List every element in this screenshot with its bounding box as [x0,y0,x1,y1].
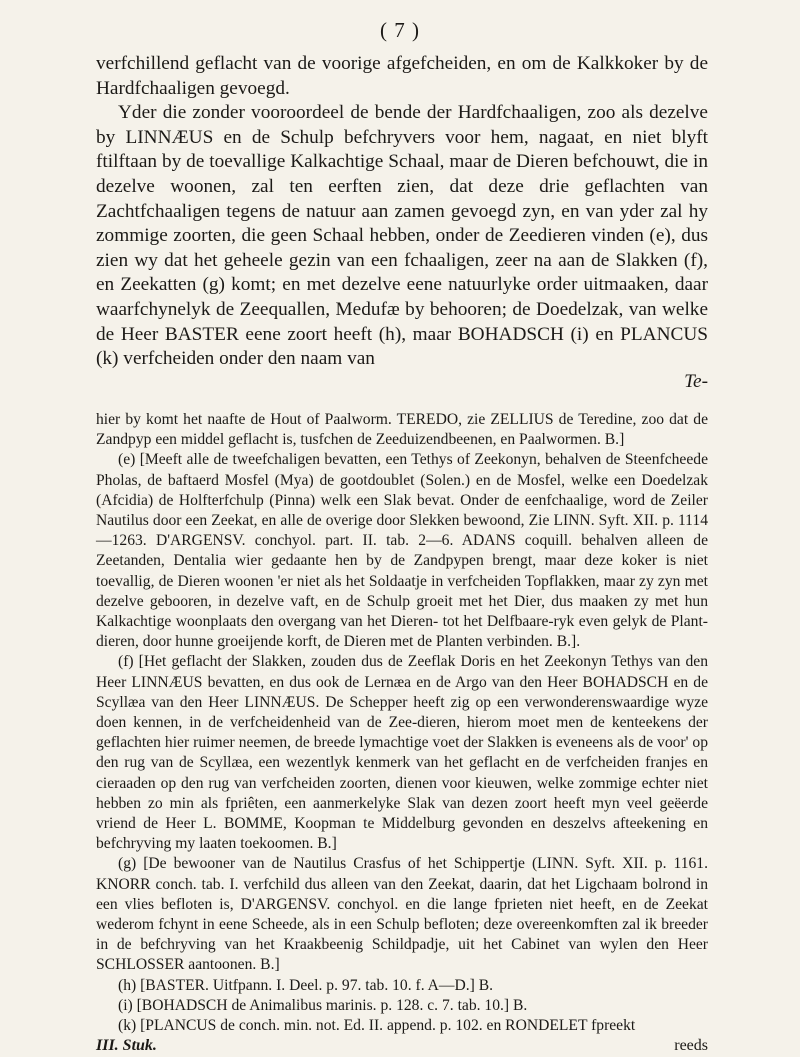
footer-catchword: reeds [674,1037,708,1055]
footnote-h: (h) [BASTER. Uitfpann. I. Deel. p. 97. tab. 10. f. A—D.] B. [118,976,494,994]
footnote-g: (g) [De bewooner van de Nautilus Crasfus of het Schippertje (LINN. Syft. XII. p. 1161. KNORR conch. tab. I. verfchild dus alleen van den Zeekat, daarin, dat het Ligchaam bolrond in een vlies befloten is, D'ARGENSV. conchyol. en die lange fprieten niet heeft, en de Zeekat wederom fchynt in eene Scheede, als in een Schulp befloten; deze overeenkomften zal ik breeder in de befchryving van het Kraakbeenig Schildpadje, uit het Cabinet van wylen den Heer SCHLOSSER aantoonen. B.] [96,855,708,974]
page-footer [96,1036,708,1056]
footnote-f: (f) [Het geflacht der Slakken, zouden dus de Zeeflak Doris en het Zeekonyn Tethys van den Heer LINNÆUS bevatten, en dus ook de Lernæa en de Argo van den Heer BOHADSCH en de Scyllæa van den Heer LINNÆUS. De Schepper heeft zig op een verwonderenswaardige wyze doen kennen, in de verfcheidenheid van de Zee-dieren, hierom moet men de kenteekens der geflachten hier ruimer neemen, de breede lymachtige voet der Slakken is eveneens als de voor' op den rug van de Scyllæa, een wezentlyk kenmerk van het geflacht en de verfcheiden franjes en cieraaden op den rug van verfcheiden zoorten, dienen voor kieuwen, welke zommige echter niet hebben zo min als fpriêten, een aanmerkelyke Slak van dezen zoort heeft myn veel geëerde vriend de Heer L. BOMME, Koopman te Middelburg gevonden en deszelvs afteekening en befchryving my laaten toekoomen. B.] [96,653,708,853]
footnotes [96,410,708,1057]
footnote-continuation: hier by komt het naafte de Hout of Paalworm. TEREDO, zie ZELLIUS de Teredine, zoo dat de Zandpyp een middel geflacht is, tusfchen de Zeeduizendbeenen, en Paalwormen. B.] [96,411,708,449]
main-text [96,52,708,394]
main-paragraph-1: verfchillend geflacht van de voorige afgefcheiden, en om de Kalkkoker by de Hardfchaaligen gevoegd. [96,53,708,99]
footnote-k: (k) [PLANCUS de conch. min. not. Ed. II. append. p. 102. en RONDELET fpreekt [118,1017,636,1035]
main-paragraph-2: Yder die zonder vooroordeel de bende der Hardfchaaligen, zoo als dezelve by LINNÆUS en de Schulp befchryvers voor hem, nagaat, en niet blyft ftilftaan by de toevallige Kalkachtige Schaal, maar de Dieren befchouwt, die in dezelve woonen, zal ten eerften zien, dat deze drie geflachten van Zachtfchaaligen tegens de natuur aan zamen gevoegd zyn, en van yder zal hy zommige zoorten, die geen Schaal hebben, onder de Zeedieren vinden (e), dus zien wy dat het geheele gezin van een fchaaligen, zeer na aan de Slakken (f), en Zeekatten (g) komt; en met dezelve eene natuurlyke order uitmaaken, daar waarfchynelyk de Zeequallen, Medufæ by behooren; de Doedelzak, van welke de Heer BASTER eene zoort heeft (h), maar BOHADSCH (i) en PLANCUS (k) verfcheiden onder den naam van [96,102,708,370]
signature-mark: III. Stuk. [96,1037,157,1055]
catchword: Te- [684,370,708,392]
footnote-e: (e) [Meeft alle de tweefchaligen bevatten, een Tethys of Zeekonyn, behalven de Steenfcheede Pholas, de baftaerd Mosfel (Mya) de gootdoublet (Solen.) en de Mosfel, welke een Doedelzak (Afcidia) de Holfterfchulp (Pinna) welk een Slak bevat. Onder de eenfchaalige, word de Zeiler Nautilus door een Zeekat, en alle de overige door Slekken bewoond, Zie LINN. Syft. XII. p. 1114—1263. D'ARGENSV. conchyol. part. II. tab. 2—6. ADANS coquill. behalven alleen de Zeetanden, Dentalia wier gedaante hen by de Zandpypen brengt, maar deze koker is niet toevallig, de Dieren woonen 'er niet als het Soldaatje in verfcheiden Topflakken, maar zy zyn met dezelve gebooren, in dezelve vaft, en de Schulp groeit met het Dier, dus maaken zy met hun Kalkachtige woonplaats den overgang van het Dieren- tot het Delfbaare-ryk even gelyk de Plant-dieren, door hunne groeijende korft, de Dieren met de Planten verbinden. B.]. [96,451,708,651]
page-number: ( 7 ) [380,18,420,42]
footnote-i: (i) [BOHADSCH de Animalibus marinis. p. 128. c. 7. tab. 10.] B. [118,996,528,1014]
